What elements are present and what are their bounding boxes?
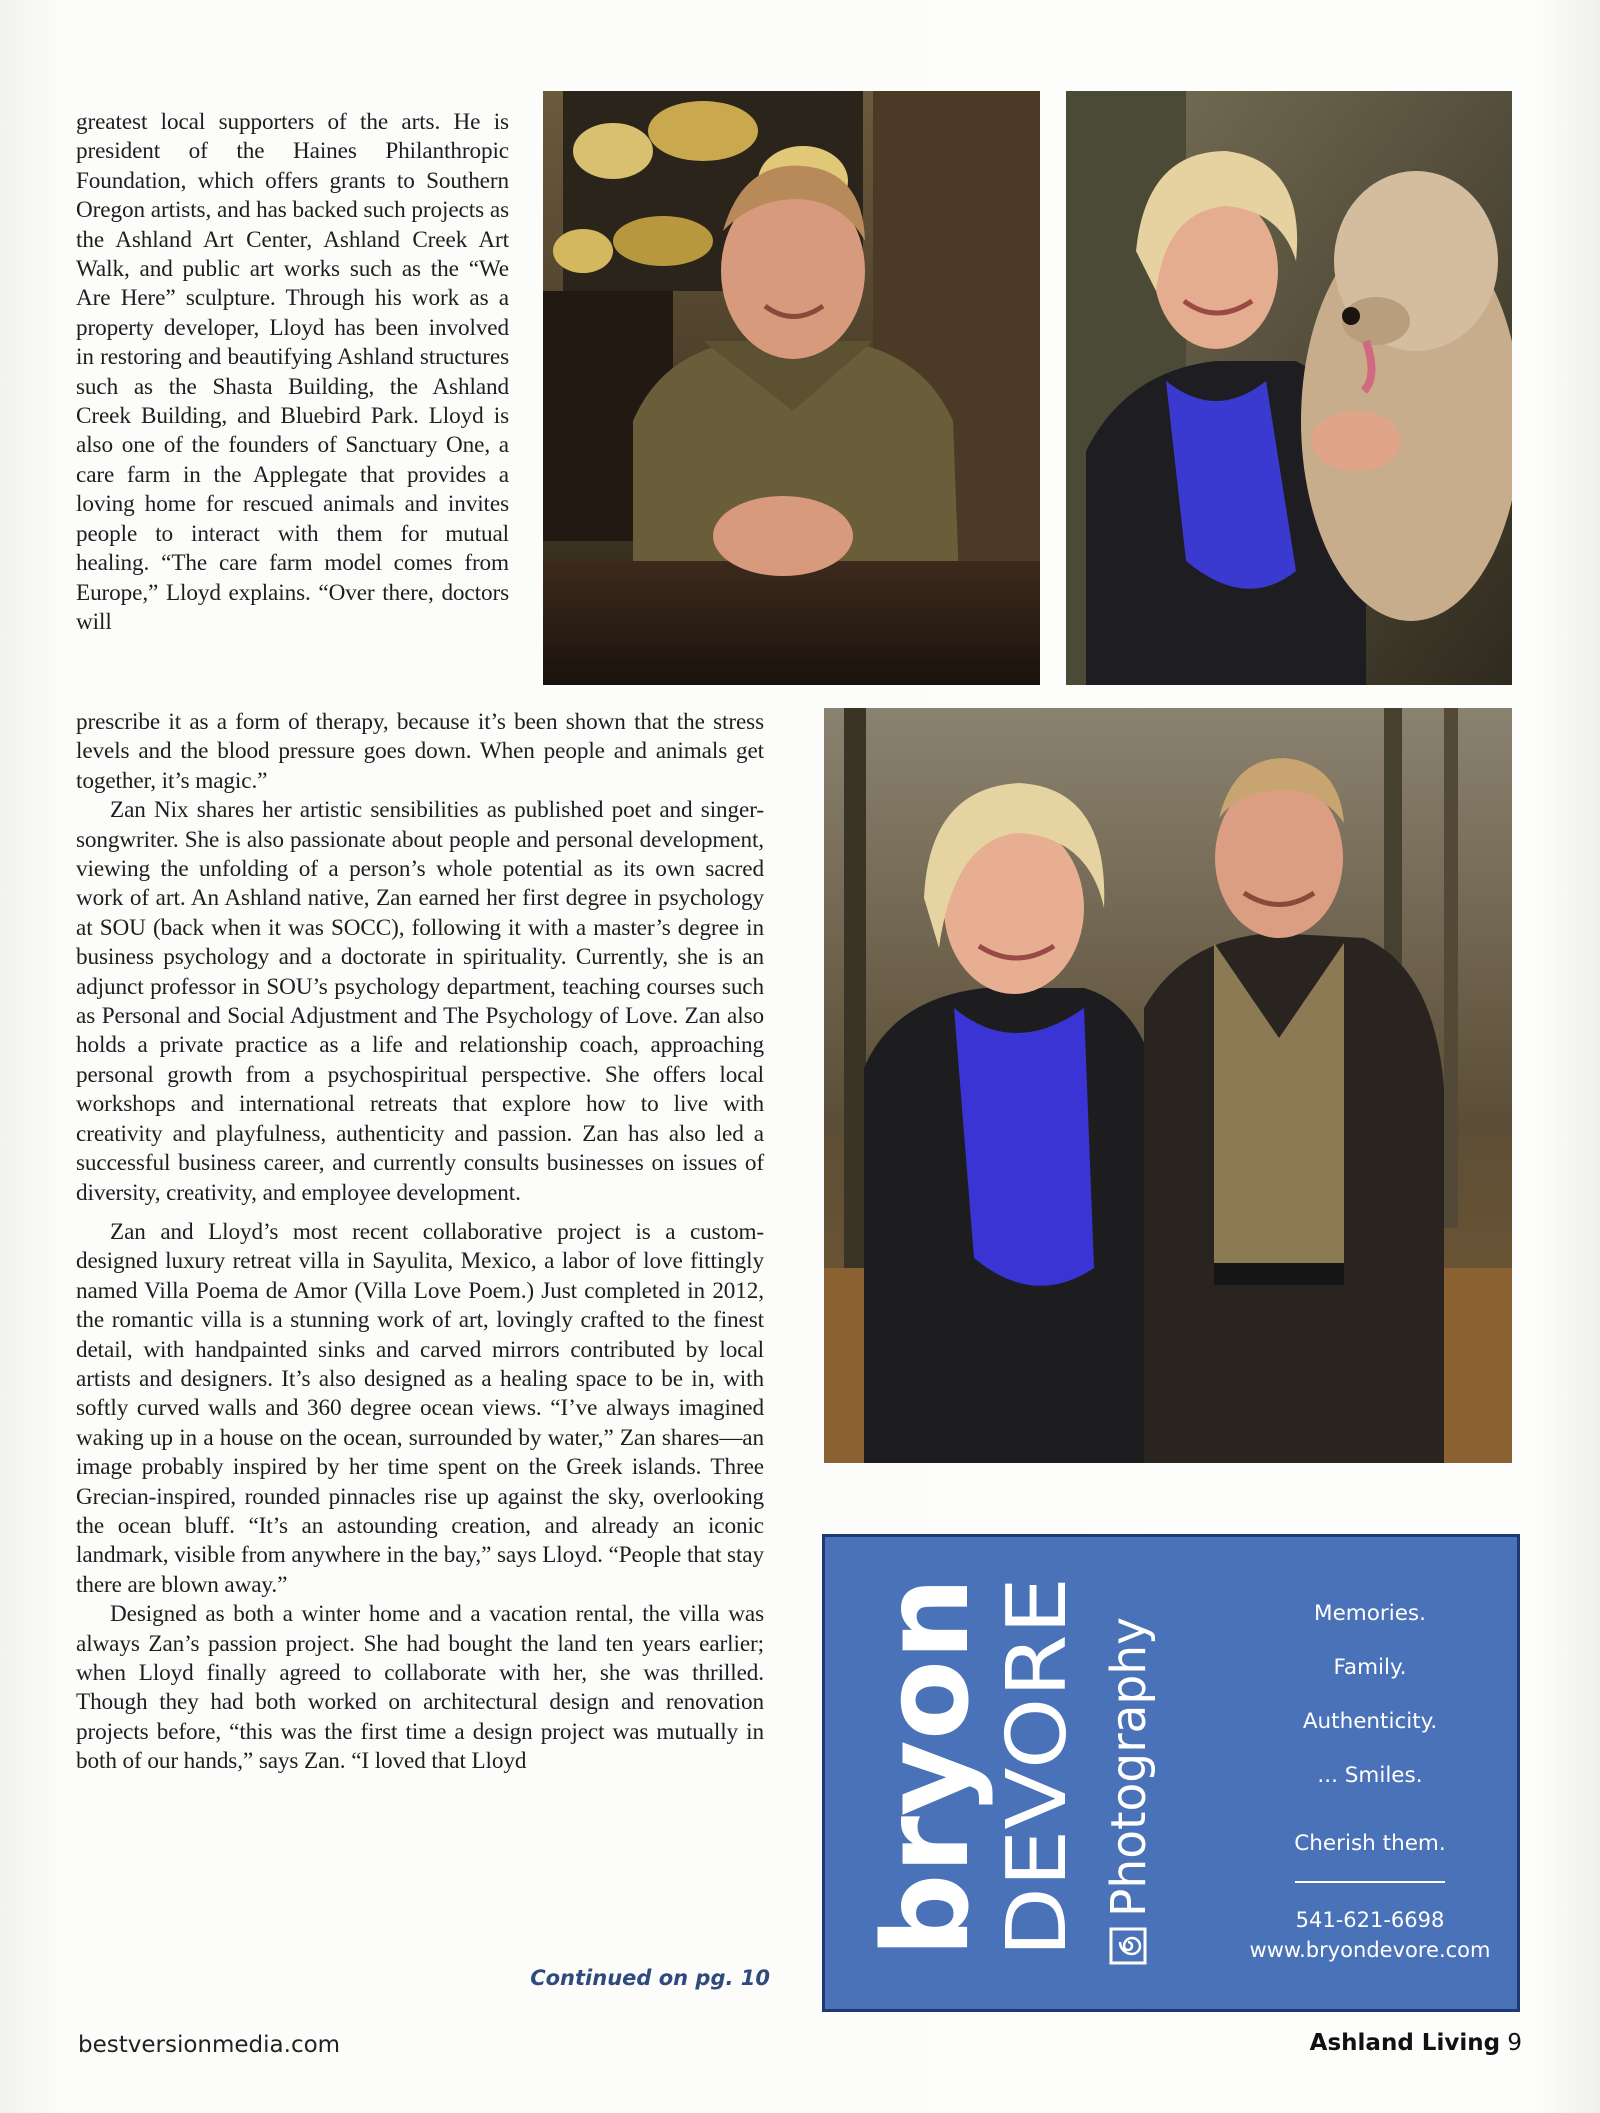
bryon-devore-photography-ad[interactable] [822,1534,1520,2012]
article-column-middle [76,708,764,1777]
photo-lloyd-seated [543,91,1040,685]
ad-website-link[interactable]: www.bryondevore.com [1249,1938,1491,1962]
continued-note: Continued on pg. 10 [530,1966,770,1990]
ad-tagline-memories: Memories. [1314,1601,1426,1626]
ad-phone[interactable]: 541-621-6698 [1295,1908,1445,1932]
photo-zan-and-lloyd-image [824,708,1512,1463]
ad-brand-last-name: DEVORE [990,1614,1085,1957]
footer-magazine-name: Ashland Living [1309,2030,1501,2056]
photo-zan-with-dog-image [1066,91,1512,685]
article-column-top [76,108,509,637]
ad-divider [1295,1881,1445,1883]
photo-lloyd-seated-image [543,91,1040,685]
article-paragraph-4: Designed as both a winter home and a vacation rental, the villa was always Zan’s passion project. She had bought the land ten years earlier; when Lloyd finally agreed to collaborate with her, she was thrilled. Though they had both worked on architectural design and renovation projects before, “this was the first time a design project was mutually in both of our hands,” says Zan. “I loved that Lloyd [76,1601,764,1775]
photo-zan-with-dog [1066,91,1512,685]
ad-brand-subtitle: Photography [1101,1611,1157,1917]
ad-spiral-icon [1111,1929,1145,1963]
footer-folio [1310,2030,1522,2056]
ad-tagline-authenticity: Authenticity. [1302,1709,1438,1734]
ad-brand-logo [825,1537,1225,2012]
footer-page-number: 9 [1507,2030,1522,2056]
ad-tagline-smiles: ... Smiles. [1317,1763,1423,1788]
ad-brand-first-name: bryon [857,1572,995,1957]
ad-brand-block [825,1537,1225,2012]
article-paragraph-1: greatest local supporters of the arts. He is president of the Haines Philanthropic Foundation, which offers grants to Southern Oregon artists, and has backed such projects as the Ashland Art Center, Ashland Creek Art Walk, and public art works such as the “We Are Here” sculpture. Through his work as a property developer, Lloyd has been involved in restoring and beautifying Ashland structures such as the Shasta Building, the Ashland Creek Building, and Bluebird Park. Lloyd is also one of the founders of Sanctuary One, a care farm in the Applegate that provides a loving home for rescued animals and invites people to interact with them for mutual healing. “The care farm model comes from Europe,” Lloyd explains. “Over there, doctors will [76,109,509,635]
photo-zan-and-lloyd [824,708,1512,1463]
footer-website[interactable]: bestversionmedia.com [78,2032,341,2058]
ad-tagline-cherish: Cherish them. [1294,1831,1446,1856]
article-paragraph-3: Zan and Lloyd’s most recent collaborative project is a custom-designed luxury retreat villa in Sayulita, Mexico, a labor of love fittingly named Villa Poema de Amor (Villa Love Poem.) Just completed in 2012, the romantic villa is a stunning work of art, lovingly crafted to the finest detail, with handpainted sinks and carved mirrors contributed by local artists and designers. It’s also designed as a healing space to be in, with softly curved walls and 360 degree ocean views. “I’ve always imagined waking up in a house on the ocean, surrounded by water,” Zan shares—an image probably inspired by her time spent on the Greek islands. Three Grecian-inspired, rounded pinnacles rise up against the sky, overlooking the ocean bluff. “It’s an astounding creation, and already an iconic landmark, visible from anywhere in the bay,” says Lloyd. “People that stay there are blown away.” [76,1218,764,1598]
ad-taglines [1225,1587,1515,1965]
ad-tagline-family: Family. [1333,1655,1407,1680]
article-paragraph-2: Zan Nix shares her artistic sensibilities as published poet and singer-songwriter. She is also passionate about people and personal development, viewing the unfolding of a person’s whole potential as its own sacred work of art. An Ashland native, Zan earned her first degree in psychology at SOU (back when it was SOCC), following it with a master’s degree in business psychology and a doctorate in spirituality. Currently, she is an adjunct professor in SOU’s psychology department, teaching courses such as Personal and Social Adjustment and The Psychology of Love. Zan also holds a private practice as a life and relationship coach, approaching personal growth from a psychospiritual perspective. She offers local workshops and international retreats that explore how to live with creativity and playfulness, authenticity and passion. Zan has also led a successful business career, and currently consults businesses on issues of diversity, creativity, and employee development. [76,797,764,1206]
article-paragraph-1-continued: prescribe it as a form of therapy, because it’s been shown that the stress levels and the blood pressure goes down. When people and animals get together, it’s magic.” [76,709,764,794]
